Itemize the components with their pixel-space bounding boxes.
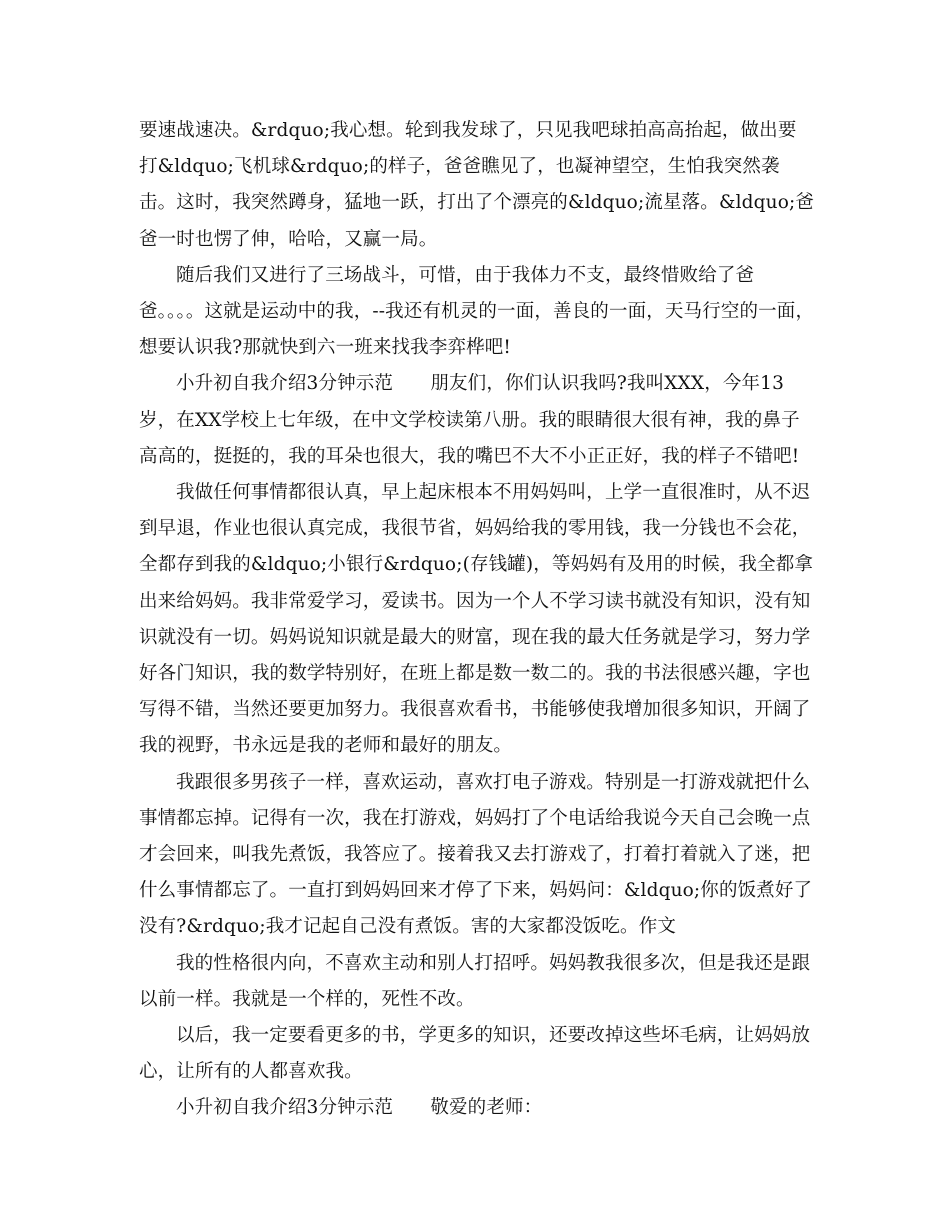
paragraph-6: 我的性格很内向，不喜欢主动和别人打招呼。妈妈教我很多次，但是我还是跟以前一样。我就是一个样的，死性不改。 [139,952,811,1010]
document-body [139,113,815,1127]
paragraph-4: 我做任何事情都很认真，早上起床根本不用妈妈叫，上学一直很准时，从不迟到早退，作业也很认真完成，我很节省，妈妈给我的零用钱，我一分钱也不会花，全都存到我的&ldquo;小银行&rdquo;(存钱罐)，等妈妈有及用的时候，我全都拿出来给妈妈。我非常爱学习，爱读书。因为一个人不学习读书就没有知识，没有知识就没有一切。妈妈说知识就是最大的财富，现在我的最大任务就是学习，努力学好各门知识，我的数学特别好，在班上都是数一数二的。我的书法很感兴趣，字也写得不错，当然还要更加努力。我很喜欢看书，书能够使我增加很多知识，开阔了我的视野，书永远是我的老师和最好的朋友。 [139,482,814,757]
paragraph-3: 小升初自我介绍3分钟示范 朋友们，你们认识我吗?我叫XXX，今年13岁，在XX学校上七年级，在中文学校读第八册。我的眼睛很大很有神，我的鼻子高高的，挺挺的，我的耳朵也很大，我的嘴巴不大不小正正好，我的样子不错吧! [139,373,800,467]
paragraph-7: 以后，我一定要看更多的书，学更多的知识，还要改掉这些坏毛病，让妈妈放心，让所有的人都喜欢我。 [139,1025,811,1083]
paragraph-8: 小升初自我介绍3分钟示范 敬爱的老师： [176,1097,543,1119]
paragraph-2: 随后我们又进行了三场战斗，可惜，由于我体力不支，最终惜败给了爸爸。。。。这就是运动中的我，--我还有机灵的一面，善良的一面，天马行空的一面，想要认识我?那就快到六一班来找我李弈桦吧! [139,264,815,359]
paragraph-5: 我跟很多男孩子一样，喜欢运动，喜欢打电子游戏。特别是一打游戏就把什么事情都忘掉。记得有一次，我在打游戏，妈妈打了个电话给我说今天自己会晚一点才会回来，叫我先煮饭，我答应了。接着我又去打游戏了，打着打着就入了迷，把什么事情都忘了。一直打到妈妈回来才停了下来，妈妈问：&ldquo;你的饭煮好了没有?&rdquo;我才记起自己没有煮饭。害的大家都没饭吃。作文 [139,771,813,938]
paragraph-1: 要速战速决。&rdquo;我心想。轮到我发球了，只见我吧球拍高高抬起，做出要打&ldquo;飞机球&rdquo;的样子，爸爸瞧见了，也凝神望空，生怕我突然袭击。这时，我突然蹲身，猛地一跃，打出了个漂亮的&ldquo;流星落。&ldquo;爸爸一时也愣了伸，哈哈，又赢一局。 [139,120,815,250]
